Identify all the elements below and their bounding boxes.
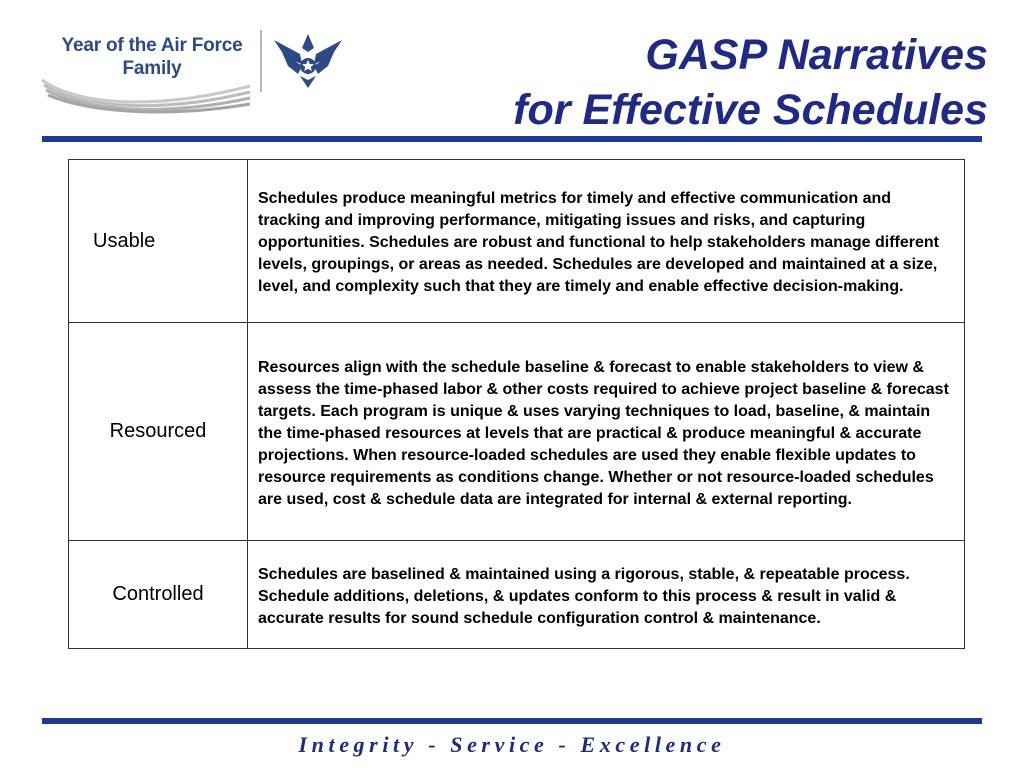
criteria-table [68, 159, 965, 649]
term-resourced: Resourced [69, 323, 248, 541]
table-row [69, 541, 965, 649]
swoosh-icon [38, 76, 253, 118]
slide-title [368, 28, 988, 138]
term-cell [69, 160, 248, 323]
title-line-1: GASP Narratives [645, 31, 988, 79]
logo-line-2: Family [122, 58, 182, 79]
logo-line-1: Year of the Air Force [61, 35, 243, 56]
year-of-air-force-family-logo [38, 28, 378, 118]
term-usable: Usable [93, 230, 156, 252]
description-cell: Schedules produce meaningful metrics for timely and effective communication and tracking and improving performance, mitigating issues and risks, and capturing opportunities. Schedules are robust and functional to help stakeholders manage different levels, groupings, or areas as needed. Schedules are developed and maintained at a size, level, and complexity such that they are timely and enable effective decision-making. [248, 160, 965, 323]
description-cell: Schedules are baselined & maintained using a rigorous, stable, & repeatable process. Schedule additions, deletions, & updates conform to this process & result in valid & accurate results for sound schedule configuration control & maintenance. [248, 541, 965, 649]
top-rule [42, 136, 982, 142]
table-row [69, 323, 965, 541]
logo-text [46, 34, 258, 80]
logo-divider [260, 30, 262, 92]
bottom-rule [42, 718, 982, 724]
title-line-2: for Effective Schedules [513, 86, 988, 134]
air-force-wings-icon [272, 30, 344, 90]
description-cell: Resources align with the schedule baseline & forecast to enable stakeholders to view & assess the time-phased labor & other costs required to achieve project baseline & forecast targets. Each program is unique & uses varying techniques to load, baseline, & maintain the time-phased resources at levels that are practical & produce meaningful & accurate projections. When resource-loaded schedules are used they enable flexible updates to resource requirements as conditions change. Whether or not resource-loaded schedules are used, cost & schedule data are integrated for internal & external reporting. [248, 323, 965, 541]
table-row [69, 160, 965, 323]
footer-motto: Integrity - Service - Excellence [298, 732, 726, 757]
term-controlled: Controlled [69, 541, 248, 649]
